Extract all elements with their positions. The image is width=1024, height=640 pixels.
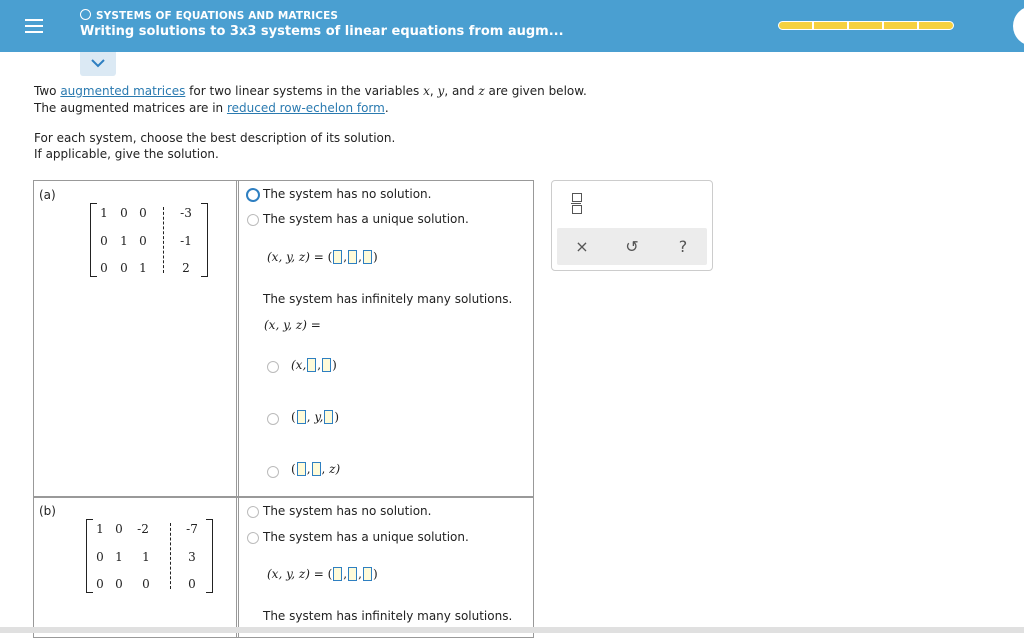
part-b-options-cell bbox=[236, 496, 534, 638]
top-bar bbox=[0, 0, 1024, 52]
rref-link[interactable]: reduced row-echelon form bbox=[226, 101, 385, 115]
expand-chevron-button[interactable] bbox=[80, 52, 116, 76]
part-a-infinite-option-2-radio[interactable] bbox=[267, 413, 279, 425]
part-b-no-solution-label: The system has no solution. bbox=[263, 504, 432, 518]
problem-grid bbox=[33, 180, 533, 640]
clear-button[interactable]: × bbox=[575, 237, 589, 256]
undo-button[interactable]: ↺ bbox=[625, 237, 639, 256]
instruction-line-1: For each system, choose the best description of its solution. bbox=[34, 131, 396, 145]
part-a-no-solution-label: The system has no solution. bbox=[263, 187, 432, 201]
part-a-infinite-option-2: ( , y, ) bbox=[291, 410, 340, 424]
answer-box[interactable] bbox=[333, 250, 342, 264]
answer-box[interactable] bbox=[363, 250, 372, 264]
part-a-unique-solution-label: The system has a unique solution. bbox=[263, 212, 469, 226]
answer-box[interactable] bbox=[333, 567, 342, 581]
part-a-matrix-cell bbox=[33, 180, 239, 498]
part-b-no-solution-radio[interactable] bbox=[247, 506, 259, 518]
part-b-matrix-cell bbox=[33, 496, 239, 638]
part-a-matrix: 1 0 0 -3 0 1 0 -1 0 0 1 2 bbox=[90, 203, 210, 279]
part-b-unique-solution-label: The system has a unique solution. bbox=[263, 530, 469, 544]
part-a-infinite-lhs: (x, y, z) = bbox=[264, 318, 321, 332]
math-tools-panel bbox=[551, 180, 713, 271]
intro-line-1: Two augmented matrices for two linear systems in the variables x, y, and z are given below. bbox=[34, 84, 587, 98]
answer-box[interactable] bbox=[297, 410, 306, 424]
part-b-unique-solution-radio[interactable] bbox=[247, 532, 259, 544]
fraction-icon[interactable] bbox=[572, 193, 582, 214]
chevron-down-icon bbox=[91, 59, 105, 68]
page-title: Writing solutions to 3x3 systems of linear equations from augm... bbox=[80, 24, 564, 39]
part-a-unique-answer: (x, y, z) = ( , , ) bbox=[267, 250, 378, 264]
topic-kicker: SYSTEMS OF EQUATIONS AND MATRICES bbox=[80, 9, 338, 22]
part-a-no-solution-radio[interactable] bbox=[246, 188, 260, 202]
part-b-label: (b) bbox=[39, 504, 56, 518]
part-a-infinite-option-1: (x, , ) bbox=[291, 358, 337, 372]
answer-box[interactable] bbox=[297, 462, 306, 476]
part-a-infinite-option-1-radio[interactable] bbox=[267, 361, 279, 373]
part-a-infinite-solutions-label: The system has infinitely many solutions. bbox=[263, 292, 513, 306]
horizontal-scrollbar[interactable] bbox=[0, 627, 1024, 633]
part-a-label: (a) bbox=[39, 188, 56, 202]
answer-box[interactable] bbox=[348, 250, 357, 264]
progress-bar bbox=[778, 21, 954, 30]
topic-circle-icon bbox=[80, 9, 91, 20]
instruction-line-2: If applicable, give the solution. bbox=[34, 147, 219, 161]
profile-circle-button[interactable] bbox=[1013, 6, 1024, 46]
part-a-options-cell bbox=[236, 180, 534, 498]
answer-box[interactable] bbox=[363, 567, 372, 581]
part-a-unique-solution-radio[interactable] bbox=[247, 214, 259, 226]
part-a-infinite-option-3-radio[interactable] bbox=[267, 466, 279, 478]
intro-line-2: The augmented matrices are in reduced row-echelon form. bbox=[34, 101, 389, 115]
part-a-infinite-option-3: ( , , z) bbox=[291, 462, 341, 476]
answer-box[interactable] bbox=[307, 358, 316, 372]
part-b-matrix: 1 0 -2 -7 0 1 1 3 0 0 0 0 bbox=[86, 519, 216, 595]
answer-box[interactable] bbox=[324, 410, 333, 424]
answer-box[interactable] bbox=[312, 462, 321, 476]
part-b-unique-answer: (x, y, z) = ( , , ) bbox=[267, 567, 378, 581]
menu-icon[interactable] bbox=[0, 0, 66, 52]
answer-box[interactable] bbox=[348, 567, 357, 581]
part-b-infinite-solutions-label: The system has infinitely many solutions. bbox=[263, 609, 513, 623]
help-button[interactable]: ? bbox=[678, 237, 688, 256]
answer-box[interactable] bbox=[322, 358, 331, 372]
augmented-matrices-link[interactable]: augmented matrices bbox=[60, 84, 186, 98]
